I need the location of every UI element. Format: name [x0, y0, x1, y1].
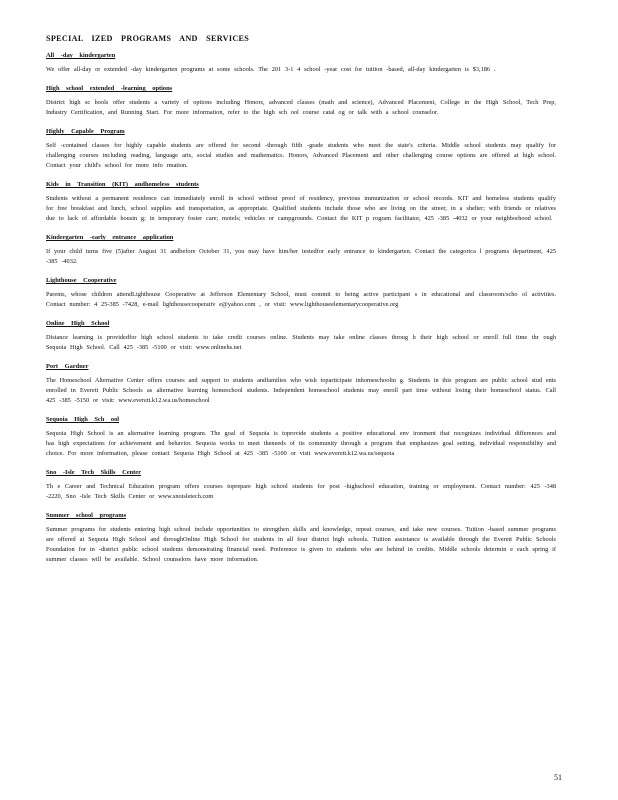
section-body: Distance learning is providedfor high school students to take credit courses online. Students may take online classes throug h their high school or enroll full time thr ough Sequoia High School. Call 425 -385 -5100 or visit: www.onlinehs.net	[46, 334, 556, 351]
document-page	[46, 34, 556, 575]
section-heading: Online High School	[46, 320, 110, 327]
section-highly-capable	[46, 128, 556, 171]
section-heading: Port Gardner	[46, 363, 89, 370]
section-body: Sequoia High School is an alternative learning program. The goal of Sequoia is toprovide students a positive educational env ironment that recognizes individual differences and has high expectations for achievement and behavior. Sequoia works to meet theneeds of its community through a program that emphasizes goal setting, individual responsibility and choice. For more information, please contact Sequoia High School at 425 -385 -5100 or visit www.everett.k12.wa.us/sequoia	[46, 430, 556, 457]
section-body: Self -contained classes for highly capable students are offered for second -through fifth -grade students who meet the state's criteria. Middle school students may qualify for challenging courses including reading, language arts, social studies and mathematics. Honors, Advanced Placement and other challenging course options are offered at high school. Contact your child's school for more info rmation.	[46, 142, 556, 169]
section-body: The Homeschool Alternative Center offers courses and support to students andfamilies who wish toparticipate inhomeschoolin g. Students in this program are public school stud ents enrolled in Everett Public Schools as alternative learning homeschool students. Independent homeschool students may enroll part time without losing their homeschool status. Call 425 -385 -5150 or visit: www.everett.k12.wa.us/homeschool	[46, 377, 556, 404]
section-kids-in-transition	[46, 181, 556, 224]
section-body: Students without a permanent residence can immediately enroll in school without proof of residency, previous immunization or school records. KIT and homeless students qualify for free breakfast and lunch, school supplies and transportation, as appropriate. Qualified students include those who are living on the street; in a shelter; with friends or relatives due to lack of affordable housin g; in temporary foster care; motels; vehicles or campgrounds. Contact the KIT p rogram facilitator, 425 -385 -4032 or your neighborhood school.	[46, 195, 556, 222]
section-lighthouse-cooperative	[46, 277, 556, 310]
page-number: 51	[554, 773, 562, 782]
section-kindergarten-early-entrance	[46, 234, 556, 267]
section-body: We offer all-day or extended -day kindergarten programs at some schools. The 201 3-1 4 school -year cost for tuition -based, all-day kindergarten is $3,186 .	[46, 66, 496, 73]
section-body: Summer programs for students entering high school include opportunities to strengthen skills and knowledge, repeat courses, and take new courses. Tuition -based summer programs are offered at Sequoia High School and throughOnline High School for students in all four district high schools. Tuition assistance is available through the Everett Public Schools Foundation for in -district public school students demonstrating financial need. Preference is given to students who are behind in credits. Middle schools determin e each spring if summer classes will be available. School counselors have more information.	[46, 526, 556, 563]
section-summer-school	[46, 512, 556, 565]
section-heading: Sno -Isle Tech Skills Center	[46, 469, 141, 476]
section-heading: High school extended -learning options	[46, 85, 173, 92]
section-sno-isle-tech	[46, 469, 556, 502]
section-body: Th e Career and Technical Education program offers courses toprepare high school students for post -highschool education, training or employment. Contact number: 425 -348 -2220, Sno -Isle Tech Skills Center or www.snoisletech.com	[46, 483, 556, 500]
section-sequoia-high-school	[46, 416, 556, 459]
section-body: If your child turns five (5)after August 31 andbefore October 31, you may have him/her testedfor early entrance to kindergarten. Contact the categorica l programs department, 425 -385 -4032.	[46, 248, 556, 265]
section-heading: Highly Capable Program	[46, 128, 125, 135]
section-heading: Sequoia High Sch ool	[46, 416, 120, 423]
section-online-high-school	[46, 320, 556, 353]
section-heading: Lighthouse Cooperative	[46, 277, 117, 284]
section-high-school-extended-learning	[46, 85, 556, 118]
section-all-day-kindergarten	[46, 52, 556, 75]
section-heading: Kindergarten -early entrance application	[46, 234, 174, 241]
section-heading: Kids in Transition (KIT) andhomeless students	[46, 181, 199, 188]
page-title: SPECIAL IZED PROGRAMS AND SERVICES	[46, 34, 250, 43]
section-body: Parents, whose children attendLighthouse Cooperative at Jefferson Elementary School, must commit to being active participant s in educational and classroom/scho ol activities. Contact number: 4 25-385 -7428, e-mail lighthousecooperativ e@yahoo.com , or visit: www.lighthouseelementarycooperative.org	[46, 291, 556, 308]
section-heading: Summer school programs	[46, 512, 127, 519]
section-port-gardner	[46, 363, 556, 406]
section-body: District high sc hools offer students a variety of options including Honors, advanced classes (math and science), Advanced Placement, College in the High School, Tech Prep, Industry Certification, and Running Start. For more information, refer to the high sch ool course catal og or talk with a school counselor.	[46, 99, 556, 116]
section-heading: All -day kindergarten	[46, 52, 116, 59]
